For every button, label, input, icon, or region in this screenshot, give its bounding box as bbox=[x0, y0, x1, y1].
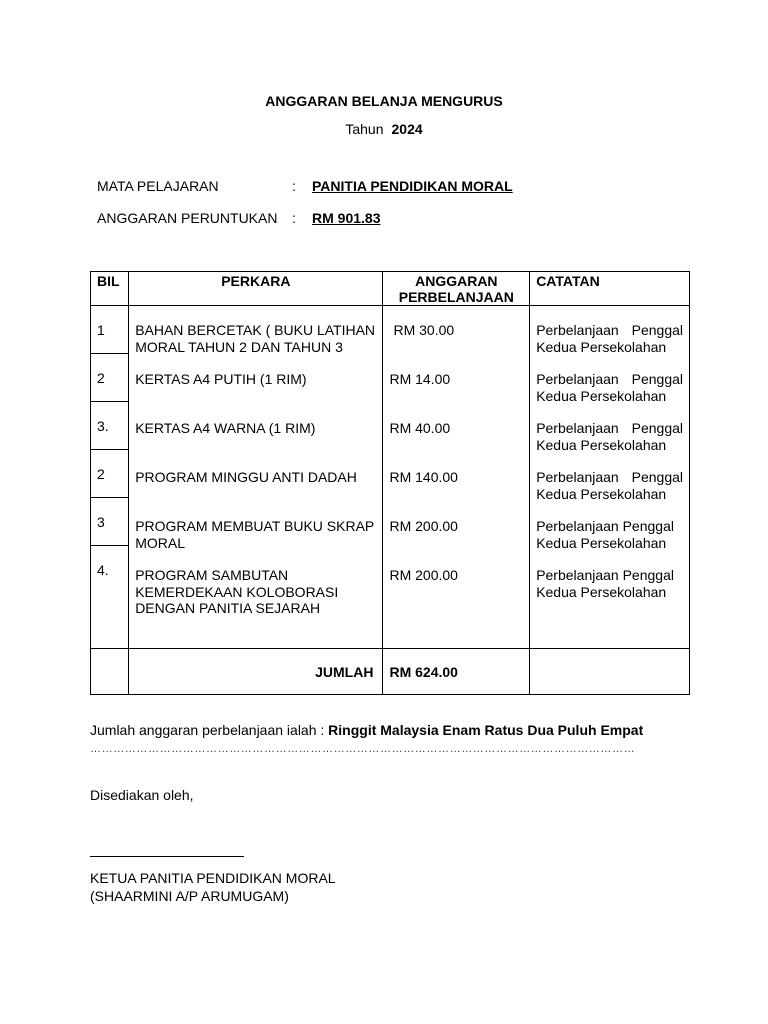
signature-line bbox=[90, 856, 244, 857]
document-title: ANGGARAN BELANJA MENGURUS bbox=[265, 93, 503, 109]
total-label: JUMLAH bbox=[129, 649, 383, 695]
perkara-cell: PROGRAM MINGGU ANTI DADAH bbox=[135, 469, 357, 485]
catatan-cell bbox=[530, 404, 689, 453]
table-header-row bbox=[91, 272, 690, 306]
total-value: RM 624.00 bbox=[383, 649, 530, 695]
catatan-line1: Perbelanjaan Penggal bbox=[536, 469, 683, 485]
catatan-line1: Perbelanjaan Penggal bbox=[536, 420, 683, 436]
year-label: Tahun bbox=[345, 121, 384, 137]
amount-cell: RM 140.00 bbox=[389, 469, 458, 485]
amount-column bbox=[383, 306, 530, 649]
summary-label: Jumlah anggaran perbelanjaan ialah : bbox=[90, 722, 325, 738]
header-catatan: CATATAN bbox=[530, 272, 690, 306]
total-row bbox=[91, 649, 690, 695]
budget-table bbox=[90, 271, 690, 695]
amount-cell: RM 30.00 bbox=[393, 322, 455, 338]
total-note-cell bbox=[530, 649, 690, 695]
signer-name: (SHAARMINI A/P ARUMUGAM) bbox=[90, 888, 289, 904]
catatan-column bbox=[530, 306, 690, 649]
perkara-cell: PROGRAM MEMBUAT BUKU SKRAP MORAL bbox=[135, 518, 375, 551]
catatan-line1: Perbelanjaan Penggal bbox=[536, 567, 674, 583]
bil-cell: 1 bbox=[91, 306, 128, 354]
dotted-line: …………………………………………………………………………………………………………………………… bbox=[90, 743, 636, 755]
amount-cell: RM 40.00 bbox=[389, 420, 451, 436]
perkara-cell: KERTAS A4 WARNA (1 RIM) bbox=[135, 420, 316, 436]
catatan-line2: Kedua Persekolahan bbox=[536, 534, 667, 551]
summary-line bbox=[90, 722, 643, 738]
year-line bbox=[0, 121, 768, 137]
prepared-by: Disediakan oleh, bbox=[90, 787, 194, 803]
subject-colon: : bbox=[292, 178, 296, 194]
catatan-line2: Kedua Persekolahan bbox=[536, 338, 667, 355]
amount-cell: RM 14.00 bbox=[389, 371, 451, 387]
year-value: 2024 bbox=[391, 121, 423, 137]
bil-column bbox=[91, 306, 129, 649]
budget-value: RM 901.83 bbox=[312, 210, 381, 226]
catatan-line1: Perbelanjaan Penggal bbox=[536, 371, 683, 387]
perkara-column bbox=[129, 306, 383, 649]
amount-cell: RM 200.00 bbox=[389, 518, 458, 534]
bil-cell: 3 bbox=[91, 498, 128, 546]
catatan-cell bbox=[530, 355, 689, 404]
catatan-line2: Kedua Persekolahan bbox=[536, 436, 667, 453]
subject-label: MATA PELAJARAN bbox=[97, 178, 219, 194]
catatan-line1: Perbelanjaan Penggal bbox=[536, 518, 674, 534]
perkara-cell: BAHAN BERCETAK ( BUKU LATIHAN MORAL TAHUN 2 DAN TAHUN 3 bbox=[135, 322, 376, 355]
catatan-cell bbox=[530, 551, 689, 648]
bil-cell: 2 bbox=[91, 354, 128, 402]
catatan-cell bbox=[530, 306, 689, 355]
budget-label: ANGGARAN PERUNTUKAN bbox=[97, 210, 278, 226]
header-anggaran-line1: ANGGARAN bbox=[415, 273, 498, 289]
budget-colon: : bbox=[292, 210, 296, 226]
amount-cell: RM 200.00 bbox=[389, 567, 458, 583]
perkara-cell: KERTAS A4 PUTIH (1 RIM) bbox=[135, 371, 307, 387]
catatan-line1: Perbelanjaan Penggal bbox=[536, 322, 683, 338]
catatan-line2: Kedua Persekolahan bbox=[536, 583, 667, 600]
subject-value: PANITIA PENDIDIKAN MORAL bbox=[312, 178, 513, 194]
bil-cell: 4. bbox=[97, 562, 109, 578]
summary-value: Ringgit Malaysia Enam Ratus Dua Puluh Empat bbox=[328, 722, 644, 738]
bil-cell: 3. bbox=[91, 402, 128, 450]
catatan-cell bbox=[530, 502, 689, 551]
perkara-cell: PROGRAM SAMBUTAN KEMERDEKAAN KOLOBORASI DENGAN PANITIA SEJARAH bbox=[135, 567, 339, 616]
header-anggaran-line2: PERBELANJAAN bbox=[398, 289, 514, 305]
total-empty-cell bbox=[91, 649, 129, 695]
table-body-row bbox=[91, 306, 690, 649]
signer-title: KETUA PANITIA PENDIDIKAN MORAL bbox=[90, 870, 336, 886]
bil-cell: 2 bbox=[91, 450, 128, 498]
header-perkara: PERKARA bbox=[129, 272, 383, 306]
header-anggaran bbox=[383, 272, 530, 306]
catatan-line2: Kedua Persekolahan bbox=[536, 485, 667, 502]
header-bil: BIL bbox=[91, 272, 129, 306]
catatan-line2: Kedua Persekolahan bbox=[536, 387, 667, 404]
catatan-cell bbox=[530, 453, 689, 502]
